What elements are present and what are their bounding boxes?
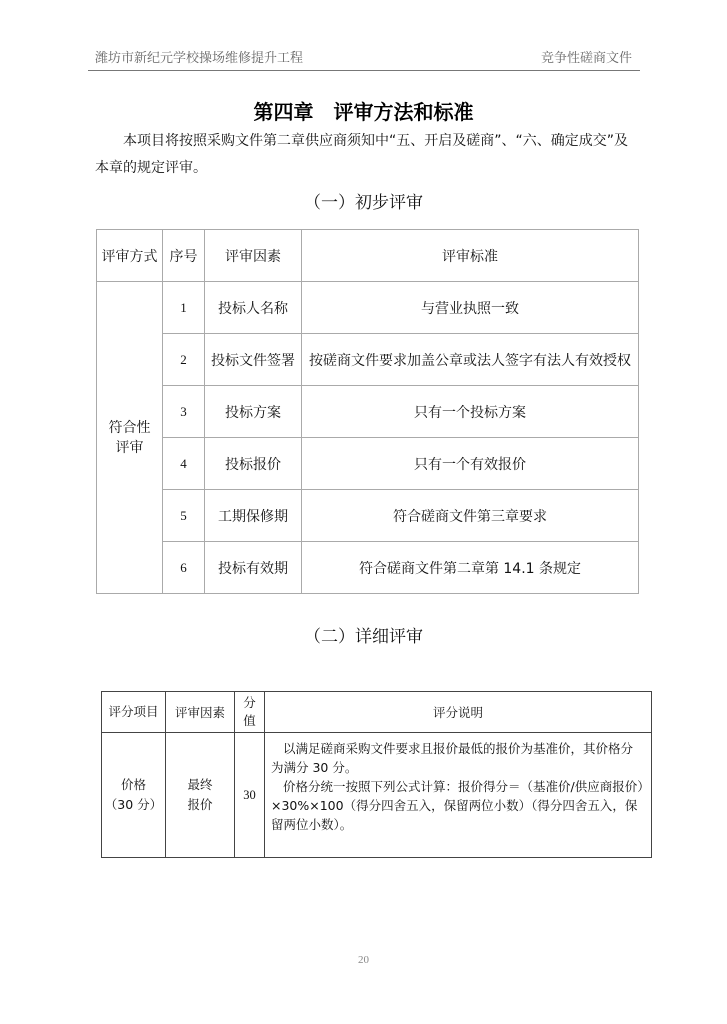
scoring-factor-cell: 最终 报价 bbox=[166, 733, 235, 858]
row-standard: 符合磋商文件第二章第 14.1 条规定 bbox=[302, 542, 639, 594]
row-number: 5 bbox=[163, 490, 205, 542]
score-cell: 30 bbox=[235, 733, 265, 858]
review-method-cell: 符合性 评审 bbox=[97, 282, 163, 594]
header-cell: 评审因素 bbox=[205, 230, 302, 282]
table-row bbox=[97, 282, 639, 334]
header-right: 竞争性磋商文件 bbox=[540, 51, 632, 66]
section1-heading: （一）初步评审 bbox=[304, 193, 423, 213]
page-number: 20 bbox=[358, 954, 369, 966]
row-number: 2 bbox=[163, 334, 205, 386]
table-row bbox=[97, 490, 639, 542]
header-cell: 评分说明 bbox=[265, 692, 652, 733]
header-rule bbox=[88, 70, 640, 71]
table-header-row bbox=[97, 230, 639, 282]
row-factor: 工期保修期 bbox=[205, 490, 302, 542]
chapter-title: 第四章 评审方法和标准 bbox=[253, 100, 474, 124]
header-cell: 评审标准 bbox=[302, 230, 639, 282]
header-left: 潍坊市新纪元学校操场维修提升工程 bbox=[95, 51, 304, 66]
row-number: 3 bbox=[163, 386, 205, 438]
header-cell: 评分项目 bbox=[102, 692, 166, 733]
preliminary-review-table bbox=[96, 229, 639, 594]
intro-paragraph: 本项目将按照采购文件第二章供应商须知中“五、开启及磋商”、“六、确定成交”及本章的规定评审。 bbox=[95, 133, 629, 176]
row-standard: 符合磋商文件第三章要求 bbox=[302, 490, 639, 542]
detailed-review-table bbox=[101, 691, 652, 858]
row-factor: 投标人名称 bbox=[205, 282, 302, 334]
table-row bbox=[97, 542, 639, 594]
row-factor: 投标文件签署 bbox=[205, 334, 302, 386]
scoring-item-cell: 价格 （30 分） bbox=[102, 733, 166, 858]
table-row bbox=[97, 334, 639, 386]
row-number: 6 bbox=[163, 542, 205, 594]
row-factor: 投标报价 bbox=[205, 438, 302, 490]
row-standard: 与营业执照一致 bbox=[302, 282, 639, 334]
table-header-row bbox=[102, 692, 652, 733]
row-standard: 按磋商文件要求加盖公章或法人签字有法人有效授权 bbox=[302, 334, 639, 386]
explanation-paragraph: 价格分统一按照下列公式计算：报价得分＝（基准价/供应商报价）×30%×100（得分四舍五入，保留两位小数）（得分四舍五入，保留两位小数）。 bbox=[271, 779, 644, 832]
table-row bbox=[102, 733, 652, 858]
section2-heading: （二）详细评审 bbox=[304, 627, 423, 647]
explanation-paragraph: 以满足磋商采购文件要求且报价最低的报价为基准价，其价格分为满分 30 分。 bbox=[271, 741, 634, 775]
table-row bbox=[97, 386, 639, 438]
header-cell: 评审因素 bbox=[166, 692, 235, 733]
row-number: 1 bbox=[163, 282, 205, 334]
row-standard: 只有一个投标方案 bbox=[302, 386, 639, 438]
row-standard: 只有一个有效报价 bbox=[302, 438, 639, 490]
row-factor: 投标方案 bbox=[205, 386, 302, 438]
header-cell: 评审方式 bbox=[97, 230, 163, 282]
table-row bbox=[97, 438, 639, 490]
header-cell: 分值 bbox=[235, 692, 265, 733]
row-factor: 投标有效期 bbox=[205, 542, 302, 594]
row-number: 4 bbox=[163, 438, 205, 490]
header-cell: 序号 bbox=[163, 230, 205, 282]
explanation-cell bbox=[265, 733, 652, 858]
